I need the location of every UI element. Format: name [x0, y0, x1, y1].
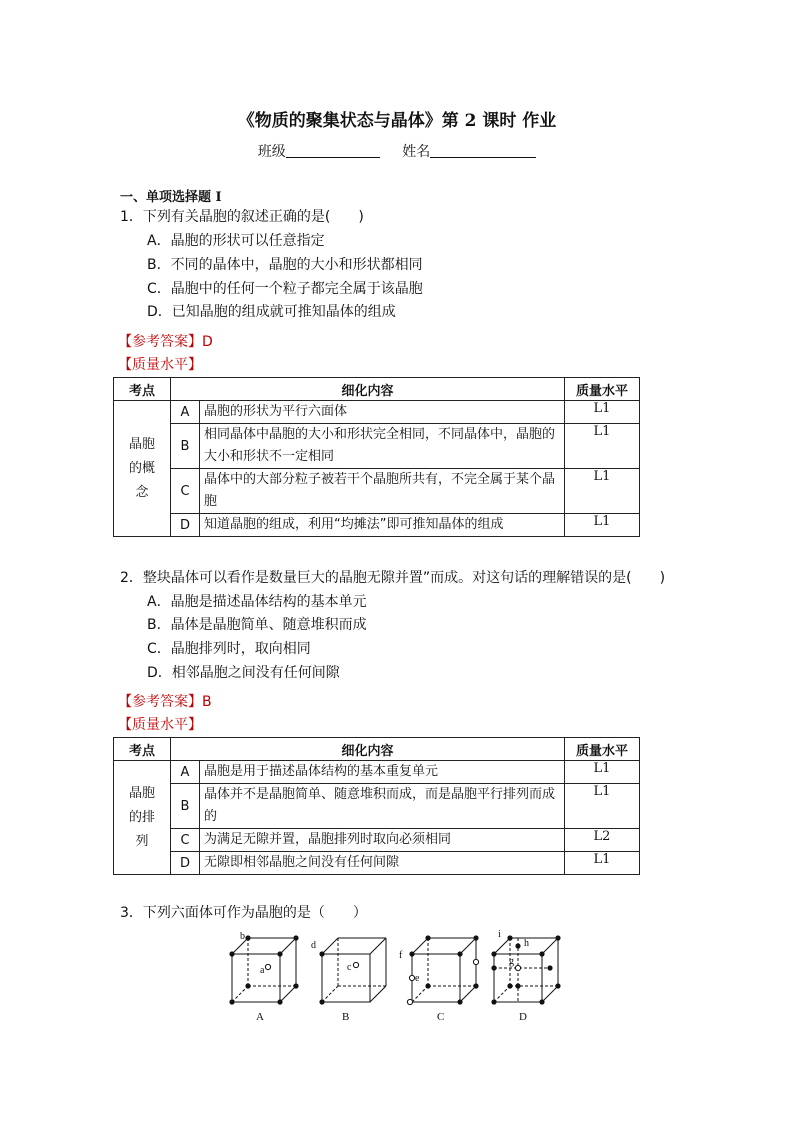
question-1-option-d: D．已知晶胞的组成就可推知晶体的组成	[147, 304, 396, 320]
figure-label-d: D	[519, 1011, 527, 1023]
row-level: L1	[565, 784, 640, 829]
header-content: 细化内容	[171, 738, 565, 761]
point-label: c	[347, 962, 352, 973]
row-level: L1	[565, 424, 640, 469]
row-level: L2	[565, 829, 640, 852]
name-label: 姓名	[402, 144, 431, 160]
class-label: 班级	[257, 144, 286, 160]
figure-label-c: C	[437, 1011, 445, 1023]
row-content: 相同晶体中晶胞的大小和形状完全相同，不同晶体中，晶胞的大小和形状不一定相同	[200, 424, 565, 469]
point-label: e	[415, 973, 420, 984]
figure-label-a: A	[256, 1011, 264, 1023]
row-letter: D	[171, 514, 200, 537]
question-3-stem: 3．下列六面体可作为晶胞的是（ ）	[120, 905, 367, 921]
question-1-stem: 1．下列有关晶胞的叙述正确的是( )	[120, 209, 364, 225]
row-level: L1	[565, 401, 640, 424]
row-content: 晶体并不是晶胞简单、随意堆积而成，而是晶胞平行排列而成的	[200, 784, 565, 829]
question-1-option-a: A．晶胞的形状可以任意指定	[147, 233, 325, 249]
point-label: h	[524, 938, 529, 949]
point-label: a	[260, 965, 265, 976]
row-letter: B	[171, 424, 200, 469]
table-row	[114, 761, 640, 784]
class-blank[interactable]	[286, 143, 380, 158]
row-level: L1	[565, 852, 640, 875]
figure-label-b: B	[342, 1011, 350, 1023]
point-label: g	[509, 956, 514, 967]
knowledge-point: 晶胞的概念	[114, 401, 171, 537]
question-2-option-a: A．晶胞是描述晶体结构的基本单元	[147, 594, 367, 610]
row-letter: C	[171, 829, 200, 852]
row-letter: B	[171, 784, 200, 829]
page-title: 《物质的聚集状态与晶体》第 2 课时 作业	[237, 111, 557, 131]
question-1-option-c: C．晶胞中的任何一个粒子都完全属于该晶胞	[147, 281, 423, 297]
point-label: f	[399, 950, 403, 961]
row-letter: C	[171, 469, 200, 514]
row-content: 知道晶胞的组成，利用“均摊法”即可推知晶体的组成	[200, 514, 565, 537]
question-2-answer: 【参考答案】B	[118, 694, 212, 710]
header-level: 质量水平	[565, 738, 640, 761]
cube-c-figure	[399, 935, 479, 1023]
header-content: 细化内容	[171, 378, 565, 401]
row-level: L1	[565, 469, 640, 514]
table-row	[114, 514, 640, 537]
table-row	[114, 784, 640, 829]
table-header-row	[114, 378, 640, 401]
section-heading: 一、单项选择题 I	[120, 190, 222, 205]
row-content: 晶胞的形状为平行六面体	[200, 401, 565, 424]
table-row	[114, 401, 640, 424]
question-1-option-b: B．不同的晶体中，晶胞的大小和形状都相同	[147, 257, 423, 273]
question-2-quality-table	[113, 737, 640, 875]
row-content: 晶胞是用于描述晶体结构的基本重复单元	[200, 761, 565, 784]
row-letter: A	[171, 761, 200, 784]
table-row	[114, 469, 640, 514]
unit-cell-figures	[224, 928, 574, 1026]
header-point: 考点	[114, 738, 171, 761]
row-level: L1	[565, 514, 640, 537]
table-row	[114, 852, 640, 875]
knowledge-point: 晶胞的排列	[114, 761, 171, 875]
cube-d-figure	[491, 929, 560, 1023]
row-level: L1	[565, 761, 640, 784]
question-1-quality-label: 【质量水平】	[118, 357, 202, 373]
row-letter: A	[171, 401, 200, 424]
question-2-option-c: C．晶胞排列时，取向相同	[147, 641, 311, 657]
header-point: 考点	[114, 378, 171, 401]
table-row	[114, 829, 640, 852]
cube-b-figure	[311, 938, 386, 1023]
table-header-row	[114, 738, 640, 761]
row-content: 无隙即相邻晶胞之间没有任何间隙	[200, 852, 565, 875]
point-label: d	[311, 940, 316, 951]
question-2-quality-label: 【质量水平】	[118, 717, 202, 733]
header-level: 质量水平	[565, 378, 640, 401]
question-1-answer: 【参考答案】D	[118, 334, 213, 350]
class-name-line	[0, 141, 794, 161]
row-content: 晶体中的大部分粒子被若干个晶胞所共有，不完全属于某个晶胞	[200, 469, 565, 514]
point-label: i	[498, 929, 501, 940]
point-label: b	[240, 931, 245, 942]
question-2-stem: 2．整块晶体可以看作是数量巨大的晶胞无隙并置”而成。对这句话的理解错误的是( )	[120, 570, 666, 586]
question-2-option-b: B．晶体是晶胞简单、随意堆积而成	[147, 617, 367, 633]
name-blank[interactable]	[430, 143, 536, 158]
question-1-quality-table	[113, 377, 640, 537]
row-letter: D	[171, 852, 200, 875]
table-row	[114, 424, 640, 469]
row-content: 为满足无隙并置，晶胞排列时取向必须相同	[200, 829, 565, 852]
question-2-option-d: D．相邻晶胞之间没有任何间隙	[147, 665, 340, 681]
